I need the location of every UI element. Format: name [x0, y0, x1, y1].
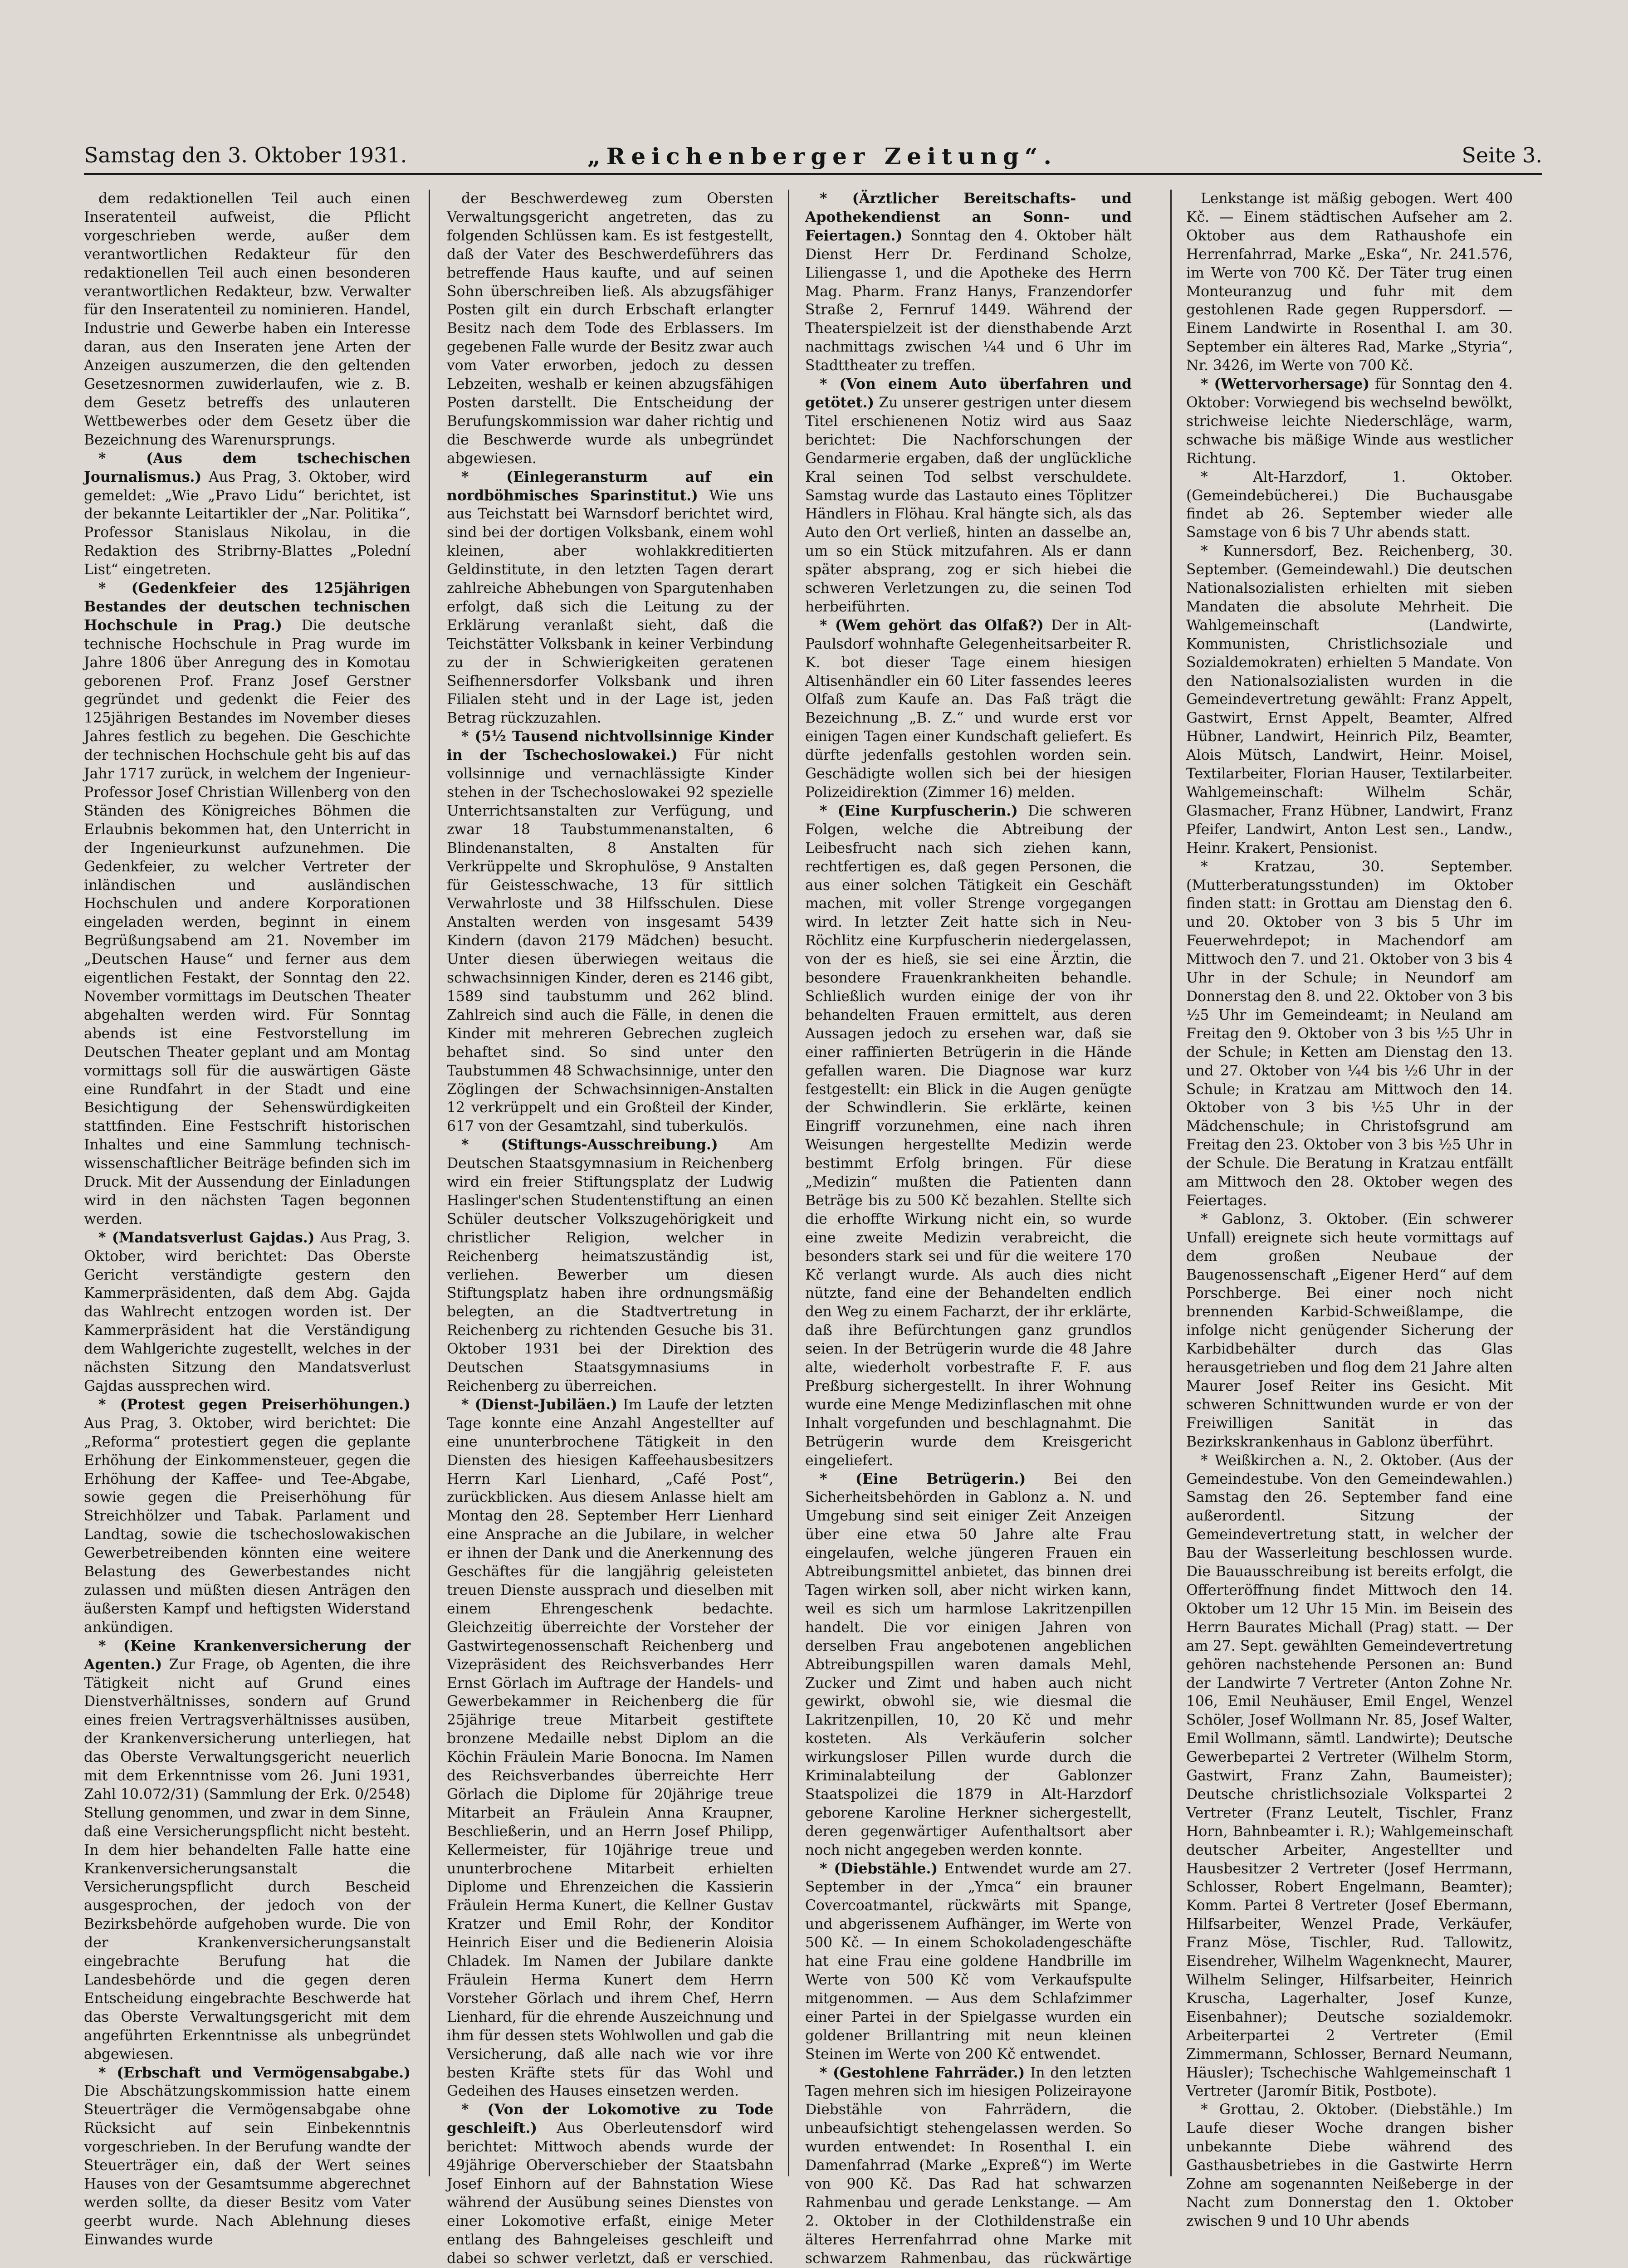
- article-paragraph: * (Dienst-Jubiläen.) Im Laufe der letzten Tage konnte eine Anzahl Angestellter auf eine ununterbrochene Tätigkeit in den Diensten des hiesigen Kaffeehausbesitzers Herrn Karl Lienhard, „Café Post“, zurückblicken. Aus diesem Anlasse hielt am Montag den 28. September Herr Lienhard eine Ansprache an die Jubilare, in welcher er ihnen der Dank und die Anerkennung des Geschäftes für die langjährig geleisteten treuen Dienste aussprach und dieselben mit einem Ehrengeschenk bedachte. Gleichzeitig überreichte der Vorsteher der Gastwirtegenossenschaft Reichenberg und Vizepräsident des Reichsverbandes Herr Ernst Görlach im Auftrage der Handels- und Gewerbekammer in Reichenberg die für 25jährige treue Mitarbeit gestiftete bronzene Medaille nebst Diplom an die Köchin Fräulein Marie Bonocna. Im Namen des Reichsverbandes überreichte Herr Görlach die Diplome für 20jährige treue Mitarbeit an Fräulein Anna Kraupner, Beschließerin, und an Herrn Josef Philipp, Kellermeister, für 10jährige treue und ununterbrochene Mitarbeit erhielten Diplome und Ehrenzeichen die Kassierin Fräulein Herma Kunert, die Kellner Gustav Kratzer und Emil Rohr, der Konditor Heinrich Eiser und die Bedienerin Aloisia Chladek. Im Namen der Jubilare dankte Fräulein Herma Kunert dem Herrn Vorsteher Görlach und ihrem Chef, Herrn Lienhard, für die ehrende Auszeichnung und ihm für dessen stets Wohlwollen und gab die Versicherung, daß alle nach wie vor ihre besten Kräfte stets für das Wohl und Gedeihen des Hauses einsetzen werden.: [447, 1396, 773, 2100]
- column-2: [447, 190, 773, 2267]
- article-paragraph: * Kunnersdorf, Bez. Reichenberg, 30. September. (Gemeindewahl.) Die deutschen Nationalsozialisten erhielten mit sieben Mandaten die absolute Mehrheit. Die Wahlgemeinschaft (Landwirte, Kommunisten, Christlichsoziale und Sozialdemokraten) erhielten 5 Mandate. Von den Nationalsozialisten wurden in die Gemeindevertretung gewählt: Franz Appelt, Gastwirt, Ernst Appelt, Beamter, Alfred Hübner, Landwirt, Heinrich Pilz, Beamter, Alois Mütsch, Landwirt, Heinr. Moisel, Textilarbeiter, Florian Hauser, Textilarbeiter. Wahlgemeinschaft: Wilhelm Schär, Glasmacher, Franz Hübner, Landwirt, Franz Pfeifer, Landwirt, Anton Lest sen., Landw., Heinr. Krakert, Pensionist.: [1186, 543, 1513, 856]
- article-paragraph: Lenkstange ist mäßig gebogen. Wert 400 Kč. — Einem städtischen Aufseher am 2. Oktober aus dem Rathaushofe ein Herrenfahrrad, Marke „Eska“, Nr. 241.576, im Werte von 700 Kč. Der Täter trug einen Monteuranzug und fuhr mit dem gestohlenen Rade gegen Ruppersdorf. — Einem Landwirte in Rosenthal I. am 30. September ein älteres Rad, Marke „Styria“, Nr. 3426, im Werte von 700 Kč.: [1186, 191, 1513, 374]
- article-paragraph: * (Protest gegen Preiserhöhungen.) Aus Prag, 3. Oktober, wird berichtet: Die „Reforma“ protestiert gegen die geplante Erhöhung der Einkommensteuer, gegen die Erhöhung der Kaffee- und Tee-Abgabe, sowie gegen die Preiserhöhung für Streichhölzer und Tabak. Parlament und Landtag, sowie die tschechoslowakischen Gewerbetreibenden könnten eine weitere Belastung des Gewerbestandes nicht zulassen und müßten diesen Anträgen den äußersten Kampf und heftigsten Widerstand ankündigen.: [84, 1396, 411, 1636]
- article-paragraph: * (Eine Betrügerin.) Bei den Sicherheitsbehörden in Gablonz a. N. und Umgebung sind seit einiger Zeit Anzeigen über eine etwa 50 Jahre alte Frau eingelaufen, welche jüngeren Frauen ein Abtreibungsmittel anbietet, das binnen drei Tagen wirken soll, aber nicht wirken kann, weil es sich um harmlose Lakritzenpillen handelt. Die vor einigen Jahren von derselben Frau angebotenen angeblichen Abtreibungspillen waren damals Mehl, Zucker und Zimt und haben auch nicht gewirkt, obwohl sie, wie diesmal die Lakritzenpillen, 10, 20 Kč und mehr kosteten. Als Verkäuferin solcher wirkungsloser Pillen wurde durch die Kriminalabteilung der Gablonzer Staatspolizei die 1879 in Alt-Harzdorf geborene Karoline Herkner sichergestellt, deren gegenwärtiger Aufenthaltsort aber noch nicht angegeben werden konnte.: [805, 1471, 1132, 1858]
- article-paragraph: * (Wem gehört das Olfaß?) Der in Alt-Paulsdorf wohnhafte Gelegenheitsarbeiter R. K. bot dieser Tage einem hiesigen Altisenhändler ein 60 Liter fassendes leeres Olfaß zum Kaufe an. Das Faß trägt die Bezeichnung „B. Z.“ und wurde erst vor einigen Tagen einer Kundschaft geliefert. Es dürfte jedenfalls gestohlen worden sein. Geschädigte wollen sich bei der hiesigen Polizeidirektion (Zimmer 16) melden.: [805, 617, 1132, 801]
- column-1: [84, 190, 411, 2248]
- article-paragraph: * (5½ Tausend nichtvollsinnige Kinder in der Tschechoslowakei.) Für nicht vollsinnige und vernachlässigte Kinder stehen in der Tschechoslowakei 92 spezielle Unterrichtsanstalten zur Verfügung, und zwar 18 Taubstummenanstalten, 6 Blindenanstalten, 8 Anstalten für Verkrüppelte und Skrophulöse, 9 Anstalten für Geistesschwache, 13 für sittlich Verwahrloste und 38 Hilfsschulen. Diese Anstalten werden von insgesamt 5439 Kindern (davon 2179 Mädchen) besucht. Unter diesen überwiegen weitaus die schwachsinnigen Kinder, deren es 2146 gibt, 1589 sind taubstumm und 262 blind. Zahlreich sind auch die Fälle, in denen die Kinder mit mehreren Gebrechen zugleich behaftet sind. So sind unter den Taubstummen 48 Schwachsinnige, unter den Zöglingen der Schwachsinnigen-Anstalten 12 verkrüppelt und ein Großteil der Kinder, 617 von der Gesamtzahl, sind tuberkulös.: [447, 728, 773, 1135]
- article-paragraph: * Kratzau, 30. September. (Mutterberatungsstunden) im Oktober finden statt: in Grottau am Dienstag den 6. und 20. Oktober von 3 bis 5 Uhr im Feuerwehrdepot; in Machendorf am Mittwoch den 7. und 21. Oktober von 3 bis 4 Uhr in der Schule; in Neundorf am Donnerstag den 8. und 22. Oktober von 3 bis ½5 Uhr im Gemeindeamt; in Neuland am Freitag den 9. Oktober von 3 bis ½5 Uhr in der Schule; in Ketten am Dienstag den 13. und 27. Oktober von ¼4 bis ½6 Uhr in der Schule; in Kratzau am Mittwoch den 14. Oktober von 3 bis ½5 Uhr in der Mädchenschule; in Christofsgrund am Freitag den 23. Oktober von 3 bis ½5 Uhr in der Schule. Die Beratung in Kratzau entfällt am Mittwoch den 28. Oktober wegen des Feiertages.: [1186, 858, 1513, 1209]
- issue-date: Samstag den 3. Oktober 1931.: [84, 143, 407, 167]
- article-paragraph: * (Mandatsverlust Gajdas.) Aus Prag, 3. Oktober, wird berichtet: Das Oberste Gericht verständigte gestern den Kammerpräsidenten, daß dem Abg. Gajda das Wahlrecht entzogen worden ist. Der Kammerpräsident hat die Verständigung dem Wahlgerichte zugestellt, welches in der nächsten Sitzung den Mandatsverlust Gajdas aussprechen wird.: [84, 1229, 411, 1394]
- article-paragraph: * (Gedenkfeier des 125jährigen Bestandes der deutschen technischen Hochschule in Prag.) Die deutsche technische Hochschule in Prag wurde im Jahre 1806 über Anregung des in Komotau geborenen Prof. Franz Josef Gerstner gegründet und gedenkt die Feier des 125jährigen Bestandes im November dieses Jahres festlich zu begehen. Die Geschichte der technischen Hochschule geht bis auf das Jahr 1717 zurück, in welchem der Ingenieur-Professor Josef Christian Willenberg von den Ständen des Königreiches Böhmen die Erlaubnis bekommen hat, den Unterricht in der Ingenieurkunst aufzunehmen. Die Gedenkfeier, zu welcher Vertreter der inländischen und ausländischen Hochschulen und andere Korporationen eingeladen werden, beginnt in einem Begrüßungsabend am 21. November im „Deutschen Hause“ und ferner aus dem eigentlichen Festakt, der Sonntag den 22. November vormittags im Deutschen Theater abgehalten werden wird. Für Sonntag abends ist eine Festvorstellung im Deutschen Theater geplant und am Montag vormittags soll für die auswärtigen Gäste eine Rundfahrt in der Stadt und eine Besichtigung der Sehenswürdigkeiten stattfinden. Eine Festschrift historischen Inhaltes und eine Sammlung technisch-wissenschaftlicher Beiträge befinden sich im Druck. Mit der Aussendung der Einladungen wird in den nächsten Tagen begonnen werden.: [84, 580, 411, 1227]
- column-divider: [1170, 190, 1172, 2176]
- column-divider: [788, 190, 789, 2176]
- article-paragraph: * (Eine Kurpfuscherin.) Die schweren Folgen, welche die Abtreibung der Leibesfrucht nach sich ziehen kann, rechtfertigen es, daß gegen Personen, die aus einer solchen Tätigkeit ein Geschäft machen, mit voller Strenge vorgegangen wird. In letzter Zeit hatte sich in Neu-Röchlitz eine Kurpfuscherin niedergelassen, von der es hieß, sie sei eine Ärztin, die besondere Frauenkrankheiten behandle. Schließlich wurden einige der von ihr behandelten Frauen ermittelt, aus deren Aussagen jedoch zu ersehen war, daß sie einer raffinierten Betrügerin in die Hände gefallen waren. Die Diagnose war kurz festgestellt: ein Blick in die Augen genügte der Schwindlerin. Sie erklärte, keinen Eingriff vorzunehmen, eine nach ihren Weisungen hergestellte Medizin werde bestimmt Erfolg bringen. Für diese „Medizin“ mußten die Patienten dann Beträge bis zu 500 Kč bezahlen. Stellte sich die erhoffte Wirkung nicht ein, so wurde eine zweite Medizin verabreicht, die besonders stark sei und für die weitere 170 Kč verlangt wurde. Als auch dies nicht nützte, fand eine der Behandelten endlich den Weg zu einem Facharzt, der ihr erklärte, daß ihre Befürchtungen ganz grundlos seien. In der Betrügerin wurde die 48 Jahre alte, wiederholt vorbestrafte F. F. aus Preßburg sichergestellt. In ihrer Wohnung wurde eine Menge Medizinflaschen mit ohne Inhalt vorgefunden und beschlagnahmt. Die Betrügerin wurde dem Kreisgericht eingeliefert.: [805, 802, 1132, 1469]
- article-paragraph: * (Keine Krankenversicherung der Agenten.) Zur Frage, ob Agenten, die ihre Tätigkeit nicht auf Grund eines Dienstverhältnisses, sondern auf Grund eines freien Vertragsverhältnisses ausüben, der Krankenversicherung unterliegen, hat das Oberste Verwaltungsgericht neuerlich mit dem Erkenntnisse vom 26. Juni 1931, Zahl 10.072/31) (Sammlung der Erk. 0/2548) Stellung genommen, und zwar in dem Sinne, daß eine Versicherungspflicht nicht besteht. In dem hier behandelten Falle hatte eine Krankenversicherungsanstalt die Versicherungspflicht durch Bescheid ausgesprochen, der jedoch von der Bezirksbehörde aufgehoben wurde. Die von der Krankenversicherungsanstalt eingebrachte Berufung hat die Landesbehörde und die gegen deren Entscheidung eingebrachte Beschwerde hat das Oberste Verwaltungsgericht mit dem angeführten Erkenntnisse als unbegründet abgewiesen.: [84, 1637, 411, 2063]
- article-paragraph: * (Von einem Auto überfahren und getötet.) Zu unserer gestrigen unter diesem Titel erschienenen Notiz wird aus Saaz berichtet: Die Nachforschungen der Gendarmerie ergaben, daß der unglückliche Kral seinen Tod selbst verschuldete. Samstag wurde das Lastauto eines Töplitzer Händlers in Flöhau. Kral hängte sich, als das Auto den Ort verließ, hinten an dasselbe an, um so ein Stück mitzufahren. Als er dann später absprang, zog er sich hiebei die schweren Verletzungen zu, die seinen Tod herbeiführten.: [805, 376, 1132, 615]
- article-paragraph: * (Diebstähle.) Entwendet wurde am 27. September in der „Ymca“ ein brauner Covercoatmantel, rückwärts mit Spange, und abgerissenem Aufhänger, im Werte von 500 Kč. — In einem Schokoladengeschäfte hat eine Frau eine goldene Handbrille im Werte von 500 Kč vom Verkaufspulte mitgenommen. — Aus dem Schlafzimmer einer Partei in der Spielgasse wurden ein goldener Brillantring mit neun kleinen Steinen im Werte von 200 Kč entwendet.: [805, 1860, 1132, 2063]
- article-paragraph: dem redaktionellen Teil auch einen Inseratenteil aufweist, die Pflicht vorgeschrieben werde, außer dem verantwortlichen Redakteur für den redaktionellen Teil auch einen besonderen verantwortlichen Redakteur, bzw. Verwalter für den Inseratenteil zu nominieren. Handel, Industrie und Gewerbe haben ein Interesse daran, aus den Inseraten jene Arten der Anzeigen auszumerzen, die den geltenden Gesetzesnormen zuwiderlaufen, wie z. B. dem Gesetz betreffs des unlauteren Wettbewerbes oder dem Gesetz über die Bezeichnung des Warenursprungs.: [84, 191, 411, 448]
- page-number: Seite 3.: [1462, 143, 1542, 167]
- column-4: [1186, 190, 1513, 2229]
- article-paragraph: * (Von der Lokomotive zu Tode geschleift.) Aus Oberleutensdorf wird berichtet: Mittwoch abends wurde der 49jährige Oberverschieber der Staatsbahn Josef Einhorn auf der Bahnstation Wiese während der Ausübung seines Dienstes von einer Lokomotive erfaßt, einige Meter entlang des Bahngeleises geschleift und dabei so schwer verletzt, daß er verschied.: [447, 2102, 773, 2267]
- page-header: [84, 134, 1542, 175]
- article-paragraph: * Grottau, 2. Oktober. (Diebstähle.) Im Laufe dieser Woche drangen bisher unbekannte Diebe während des Gasthausbetriebes in die Gastwirte Herrn Zohne am sogenannten Neißeberge in der Nacht zum Donnerstag den 1. Oktober zwischen 9 und 10 Uhr abends: [1186, 2102, 1513, 2229]
- column-3: [805, 190, 1132, 2267]
- article-paragraph: * (Einlegeransturm auf ein nordböhmisches Sparinstitut.) Wie uns aus Teichstatt bei Warnsdorf berichtet wird, sind bei der dortigen Volksbank, einem wohl kleinen, aber wohlakkreditierten Geldinstitute, in den letzten Tagen derart zahlreiche Abhebungen von Spargutenhaben erfolgt, daß sich die Leitung zu der Erklärung veranlaßt sieht, daß die Teichstätter Volksbank in keiner Verbindung zu der in Schwierigkeiten geratenen Seifhennersdorfer Volksbank und ihren Filialen steht und in der Lage ist, jeden Betrag rückzuzahlen.: [447, 469, 773, 727]
- article-paragraph: * Alt-Harzdorf, 1. Oktober. (Gemeindebücherei.) Die Buchausgabe findet ab 26. September wieder alle Samstage von 6 bis 7 Uhr abends statt.: [1186, 469, 1513, 541]
- newspaper-title: „Reichenberger Zeitung“.: [587, 143, 1057, 170]
- article-paragraph: * (Gestohlene Fahrräder.) In den letzten Tagen mehren sich im hiesigen Polizeirayone Diebstähle von Fahrrädern, die unbeaufsichtigt stehengelassen werden. So wurden entwendet: In Rosenthal I. ein Damenfahrrad (Marke „Expreß“) im Werte von 900 Kč. Das Rad hat schwarzen Rahmenbau und gerade Lenkstange. — Am 2. Oktober in der Clothildenstraße ein älteres Herrenfahrrad ohne Marke mit schwarzem Rahmenbau, das rückwärtige: [805, 2064, 1132, 2267]
- article-paragraph: * Weißkirchen a. N., 2. Oktober. (Aus der Gemeindestube. Von den Gemeindewahlen.) Samstag den 26. September fand eine außerordentl. Sitzung der Gemeindevertretung statt, in welcher der Bau der Wasserleitung beschlossen wurde. Die Bauausschreibung ist bereits erfolgt, die Offerteröffnung findet Mittwoch den 14. Oktober um 12 Uhr 15 Min. im Beisein des Herrn Baurates Michall (Prag) statt. — Der am 27. Sept. gewählten Gemeindevertretung gehören nachstehende Personen an: Bund der Landwirte 7 Vertreter (Anton Zohne Nr. 106, Emil Neuhäuser, Emil Engel, Wenzel Schöler, Josef Wollmann Nr. 85, Josef Walter, Emil Wollmann, sämtl. Landwirte); Deutsche Gewerbepartei 2 Vertreter (Wilhelm Storm, Gastwirt, Franz Zahn, Baumeister); Deutsche christlichsoziale Volkspartei 2 Vertreter (Franz Leutelt, Tischler, Franz Horn, Bahnbeamter i. R.); Wahlgemeinschaft deutscher Arbeiter, Angestellter und Hausbesitzer 2 Vertreter (Josef Herrmann, Schlosser, Robert Engelmann, Beamter); Komm. Partei 8 Vertreter (Josef Ebermann, Hilfsarbeiter, Wenzel Prade, Verkäufer, Franz Möse, Tischler, Rud. Tallowitz, Eisendreher, Wilhelm Wagenknecht, Maurer, Wilhelm Selinger, Hilfsarbeiter, Heinrich Kruscha, Lagerhalter, Josef Kunze, Eisenbahner); Deutsche sozialdemokr. Arbeiterpartei 2 Vertreter (Emil Zimmermann, Schlosser, Bernard Neumann, Häusler); Tschechische Wahlgemeinschaft 1 Vertreter (Jaromír Bitik, Postbote).: [1186, 1452, 1513, 2100]
- article-paragraph: * (Wettervorhersage) für Sonntag den 4. Oktober: Vorwiegend bis wechselnd bewölkt, strichweise leichte Niederschläge, warm, schwache bis mäßige Winde aus westlicher Richtung.: [1186, 376, 1513, 467]
- article-paragraph: * (Stiftungs-Ausschreibung.) Am Deutschen Staatsgymnasium in Reichenberg wird ein freier Stiftungsplatz der Ludwig Haslinger'schen Studentenstiftung an einen Schüler deutscher Volkszugehörigkeit und christlicher Religion, welcher in Reichenberg heimatszuständig ist, verliehen. Bewerber um diesen Stiftungsplatz haben ihre ordnungsmäßig belegten, an die Stadtvertretung in Reichenberg zu richtenden Gesuche bis 31. Oktober 1931 bei der Direktion des Deutschen Staatsgymnasiums in Reichenberg zu überreichen.: [447, 1137, 773, 1394]
- article-paragraph: der Beschwerdeweg zum Obersten Verwaltungsgericht angetreten, das zu folgenden Schlüssen kam. Es ist festgestellt, daß der Vater des Beschwerdeführers das betreffende Haus kaufte, und auf seinen Sohn überschreiben ließ. Als abzugsfähiger Posten gilt ein durch Erbschaft erlangter Besitz nach dem Tode des Erblassers. Im gegebenen Falle wurde der Besitz zwar auch vom Vater erworben, jedoch zu dessen Lebzeiten, weshalb er keinen abzugsfähigen Posten darstellt. Die Entscheidung der Berufungskommission war daher richtig und die Beschwerde wurde als unbegründet abgewiesen.: [447, 191, 773, 467]
- article-paragraph: * (Ärztlicher Bereitschafts- und Apothekendienst an Sonn- und Feiertagen.) Sonntag den 4. Oktober hält Dienst Herr Dr. Ferdinand Scholze, Liliengasse 1, und die Apotheke des Herrn Mag. Pharm. Franz Hanys, Franzendorfer Straße 2, Fernruf 1449. Während der Theaterspielzeit ist der diensthabende Arzt nachmittags zwischen ¼4 und 6 Uhr im Stadttheater zu treffen.: [805, 191, 1132, 374]
- article-paragraph: * Gablonz, 3. Oktober. (Ein schwerer Unfall) ereignete sich heute vormittags auf dem großen Neubaue der Baugenossenschaft „Eigener Herd“ auf dem Porschberge. Bei einer noch nicht brennenden Karbid-Schweißlampe, die infolge nicht genügender Sicherung der Karbidbehälter durch das Glas herausgetrieben und flog dem 21 Jahre alten Maurer Josef Reiter ins Gesicht. Mit schweren Schnittwunden wurde er von der Freiwilligen Sanität in das Bezirkskrankenhaus in Gablonz überführt.: [1186, 1211, 1513, 1450]
- article-paragraph: * (Aus dem tschechischen Journalismus.) Aus Prag, 3. Oktober, wird gemeldet: „Wie „Pravo Lidu“ berichtet, ist der bekannte Leitartikler der „Nar. Politika“, Professor Stanislaus Nikolau, in die Redaktion des Stribrny-Blattes „Polední List“ eingetreten.: [84, 450, 411, 578]
- article-paragraph: * (Erbschaft und Vermögensabgabe.) Die Abschätzungskommission hatte einem Steuerträger die Vermögensabgabe ohne Rücksicht auf sein Einbekenntnis vorgeschrieben. In der Berufung wandte der Steuerträger ein, daß der Wert seines Hauses von der Gesamtsumme abgerechnet werden sollte, da dieser Besitz vom Vater geerbt wurde. Nach Ablehnung dieses Einwandes wurde: [84, 2064, 411, 2248]
- column-divider: [429, 190, 430, 2176]
